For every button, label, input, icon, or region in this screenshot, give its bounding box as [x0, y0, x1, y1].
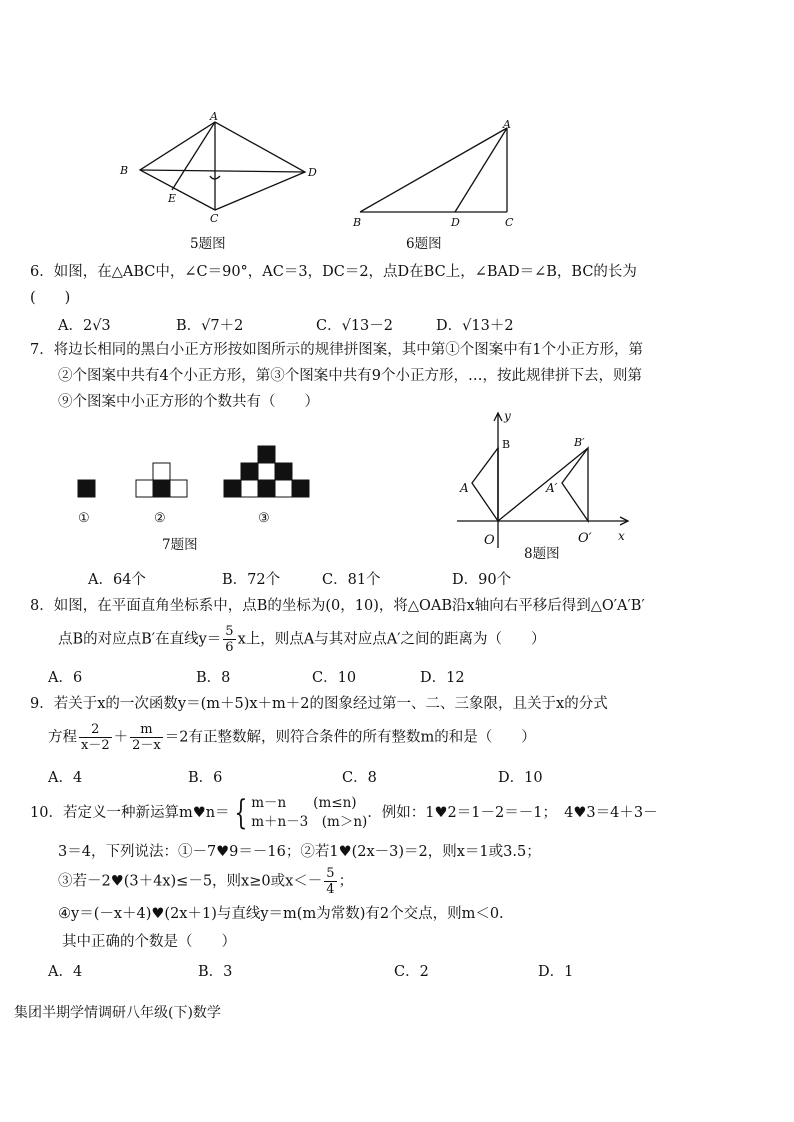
q8-option-b: B．8: [196, 670, 231, 686]
p3-r2a: [241, 463, 258, 480]
q7-line3: ⑨个图案中小正方形的个数共有（ ）: [58, 394, 319, 410]
q9-line1: 9．若关于x的一次函数y＝(m＋5)x＋m＋2的图象经过第一、二、三象限，且关于x的分式: [30, 696, 608, 712]
label-A: A: [460, 481, 469, 495]
segment-AD: [455, 128, 507, 212]
q7-option-b: B．72个: [222, 572, 281, 588]
q6-option-b: B．√7＋2: [176, 318, 244, 334]
q9-f2-den: 2－x: [132, 738, 161, 753]
figure-8: [452, 408, 637, 558]
q10-case2: m＋n－3 (m＞n): [251, 814, 368, 830]
label-2: ②: [154, 511, 166, 526]
p3-r3c: [258, 480, 275, 497]
figure-7-caption: 7题图: [162, 537, 198, 553]
q10-pre: 10．若定义一种新运算m♥n＝: [30, 805, 230, 821]
q7-option-c: C．81个: [322, 572, 381, 588]
q10-post: ．例如：1♥2＝1－2＝－1； 4♥3＝4＋3－: [367, 805, 658, 821]
q8-line2: [58, 624, 546, 655]
label-A: A: [210, 110, 218, 123]
q7-option-a: A．64个: [88, 572, 146, 588]
p3-r1: [258, 446, 275, 463]
label-B-prime: B′: [574, 436, 585, 449]
q8-frac-den: 6: [225, 640, 234, 655]
label-B: B: [502, 438, 511, 451]
p3-r3a: [224, 480, 241, 497]
q6-option-c: C．√13－2: [316, 318, 394, 334]
figure-7: [70, 440, 320, 530]
figure-5-caption: 5题图: [190, 236, 226, 252]
label-O-prime: O′: [578, 531, 592, 546]
diagonal-BD: [140, 170, 305, 172]
p2-top: [153, 463, 170, 480]
q8-line1: 8．如图，在平面直角坐标系中，点B的坐标为(0，10)，将△OAB沿x轴向右平移后得到△O′A′B′: [30, 598, 645, 614]
q10-case1: m－n (m≤n): [251, 795, 357, 811]
p3-r3e: [292, 480, 309, 497]
q9-option-d: D．10: [498, 770, 543, 786]
q9-option-a: A．4: [48, 770, 83, 786]
label-C: C: [505, 216, 514, 229]
q9-option-b: B．6: [188, 770, 223, 786]
q9-line2-pre: 方程: [48, 729, 77, 746]
q10-cases: [251, 794, 367, 832]
label-D: D: [451, 216, 460, 229]
figure-8-caption: 8题图: [524, 546, 560, 562]
label-D: D: [308, 166, 317, 179]
p2-br: [170, 480, 187, 497]
q7-line1: 7．将边长相同的黑白小正方形按如图所示的规律拼图案，其中第①个图案中有1个小正方形，第: [30, 342, 643, 358]
label-E: E: [168, 192, 177, 205]
label-1: ①: [78, 511, 90, 526]
p3-r2b: [258, 463, 275, 480]
q7-option-d: D．90个: [452, 572, 512, 588]
p3-r3b: [241, 480, 258, 497]
p1-square: [78, 480, 95, 497]
q9-plus: ＋: [113, 729, 129, 746]
figure-6-caption: 6题图: [406, 236, 442, 252]
q10-line5: 其中正确的个数是（ ）: [62, 934, 236, 950]
q10-option-c: C．2: [394, 964, 429, 980]
quad-ABCD: [140, 122, 305, 210]
q10-line3: [58, 866, 353, 897]
q8-option-c: C．10: [312, 670, 357, 686]
q10-line3-pre: ③若－2♥(3＋4x)≤－5，则x≥0或x＜－: [58, 873, 323, 890]
label-O: O: [484, 533, 495, 548]
q10-option-a: A．4: [48, 964, 83, 980]
q9-option-c: C．8: [342, 770, 377, 786]
side-AB: [360, 128, 507, 212]
q9-fraction-1: [79, 722, 112, 753]
label-3: ③: [258, 511, 270, 526]
triangle-OAB: [472, 448, 498, 521]
q9-line2-post: ＝2有正整数解，则符合条件的所有整数m的和是（ ）: [164, 729, 536, 746]
label-y: y: [504, 409, 511, 423]
q6-stem-line2: ( ): [30, 290, 71, 306]
q10-option-d: D．1: [538, 964, 574, 980]
q10-line2: 3＝4，下列说法：①－7♥9＝－16；②若1♥(2x－3)＝2，则x＝1或3.5；: [58, 844, 541, 860]
label-A: A: [503, 118, 511, 131]
page-footer: 集团半期学情调研八年级(下)数学: [14, 1005, 221, 1021]
q10-fraction: [324, 866, 336, 897]
q10-line3-post: ；: [338, 873, 354, 890]
q8-fraction: [223, 624, 235, 655]
q10-frac-den: 4: [326, 882, 335, 897]
q10-line4: ④y＝(－x＋4)♥(2x＋1)与直线y＝m(m为常数)有2个交点，则m＜0.: [58, 906, 504, 922]
p3-r2c: [275, 463, 292, 480]
q8-option-a: A．6: [48, 670, 83, 686]
p2-bl: [136, 480, 153, 497]
q9-fraction-2: [130, 722, 163, 753]
q10-brace: {: [233, 793, 247, 833]
q7-line2: ②个图案中共有4个小正方形，第③个图案中共有9个小正方形，…，按此规律拼下去，则第: [58, 368, 642, 384]
figure-6: [345, 118, 535, 230]
segment-AE: [172, 122, 215, 190]
p3-r3d: [275, 480, 292, 497]
q10-option-b: B．3: [198, 964, 233, 980]
figure-5: [110, 110, 330, 230]
label-B: B: [120, 164, 129, 177]
q6-option-a: A．2√3: [58, 318, 111, 334]
label-B: B: [353, 216, 362, 229]
q8-option-d: D．12: [420, 670, 465, 686]
q6-option-d: D．√13＋2: [436, 318, 514, 334]
label-x: x: [618, 529, 625, 543]
q8-line2-pre: 点B的对应点B′在直线y＝: [58, 631, 222, 648]
q9-f2-num: m: [130, 722, 163, 738]
label-C: C: [210, 212, 219, 225]
q6-stem-line1: 6．如图，在△ABC中，∠C＝90°，AC＝3，DC＝2，点D在BC上，∠BAD＝∠B，BC的长为: [30, 264, 637, 280]
p2-bm: [153, 480, 170, 497]
q9-line2: [48, 722, 536, 753]
line-y56x: [498, 448, 588, 521]
q10-line1: [30, 794, 658, 832]
q9-f1-den: x－2: [81, 738, 110, 753]
label-A-prime: A′: [546, 481, 558, 495]
q8-frac-num: 5: [225, 624, 234, 639]
q8-line2-post: x上，则点A与其对应点A′之间的距离为（ ）: [237, 631, 546, 648]
q10-frac-num: 5: [326, 866, 335, 881]
q9-f1-num: 2: [79, 722, 112, 738]
